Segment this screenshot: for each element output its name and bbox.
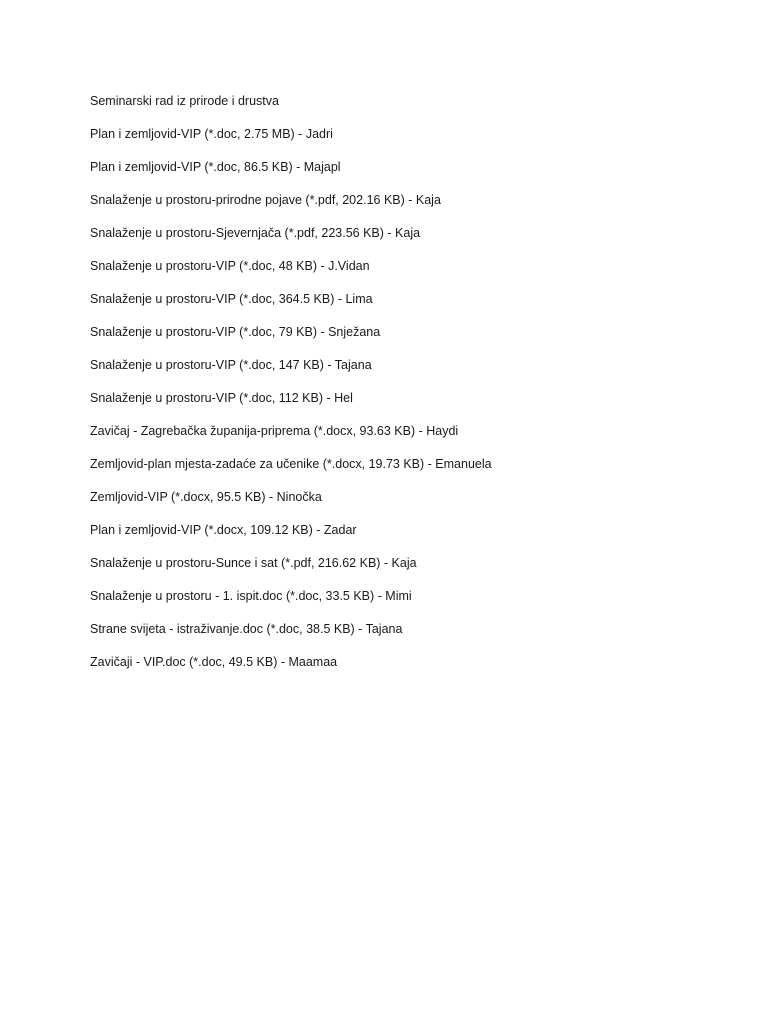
list-item: Snalaženje u prostoru-VIP (*.doc, 79 KB) - Snježana	[90, 325, 381, 339]
list-item: Snalaženje u prostoru-prirodne pojave (*.pdf, 202.16 KB) - Kaja	[90, 193, 441, 207]
document-body	[90, 93, 730, 687]
list-item: Plan i zemljovid-VIP (*.docx, 109.12 KB) - Zadar	[90, 523, 357, 537]
list-item: Zemljovid-plan mjesta-zadaće za učenike (*.docx, 19.73 KB) - Emanuela	[90, 457, 492, 471]
list-item: Plan i zemljovid-VIP (*.doc, 86.5 KB) - Majapl	[90, 160, 341, 174]
list-item: Snalaženje u prostoru-Sjevernjača (*.pdf, 223.56 KB) - Kaja	[90, 226, 421, 240]
list-item: Snalaženje u prostoru-VIP (*.doc, 48 KB) - J.Vidan	[90, 259, 370, 273]
list-item: Zemljovid-VIP (*.docx, 95.5 KB) - Ninočka	[90, 490, 322, 504]
document-title: Seminarski rad iz prirode i drustva	[90, 94, 279, 108]
list-item: Snalaženje u prostoru-Sunce i sat (*.pdf, 216.62 KB) - Kaja	[90, 556, 417, 570]
list-item: Zavičaj - Zagrebačka županija-priprema (*.docx, 93.63 KB) - Haydi	[90, 424, 459, 438]
list-item: Snalaženje u prostoru-VIP (*.doc, 364.5 KB) - Lima	[90, 292, 373, 306]
list-item: Plan i zemljovid-VIP (*.doc, 2.75 MB) - Jadri	[90, 127, 333, 141]
list-item: Zavičaji - VIP.doc (*.doc, 49.5 KB) - Maamaa	[90, 655, 338, 669]
list-item: Snalaženje u prostoru - 1. ispit.doc (*.doc, 33.5 KB) - Mimi	[90, 589, 412, 603]
list-item: Snalaženje u prostoru-VIP (*.doc, 147 KB) - Tajana	[90, 358, 372, 372]
list-item: Snalaženje u prostoru-VIP (*.doc, 112 KB) - Hel	[90, 391, 353, 405]
list-item: Strane svijeta - istraživanje.doc (*.doc, 38.5 KB) - Tajana	[90, 622, 403, 636]
